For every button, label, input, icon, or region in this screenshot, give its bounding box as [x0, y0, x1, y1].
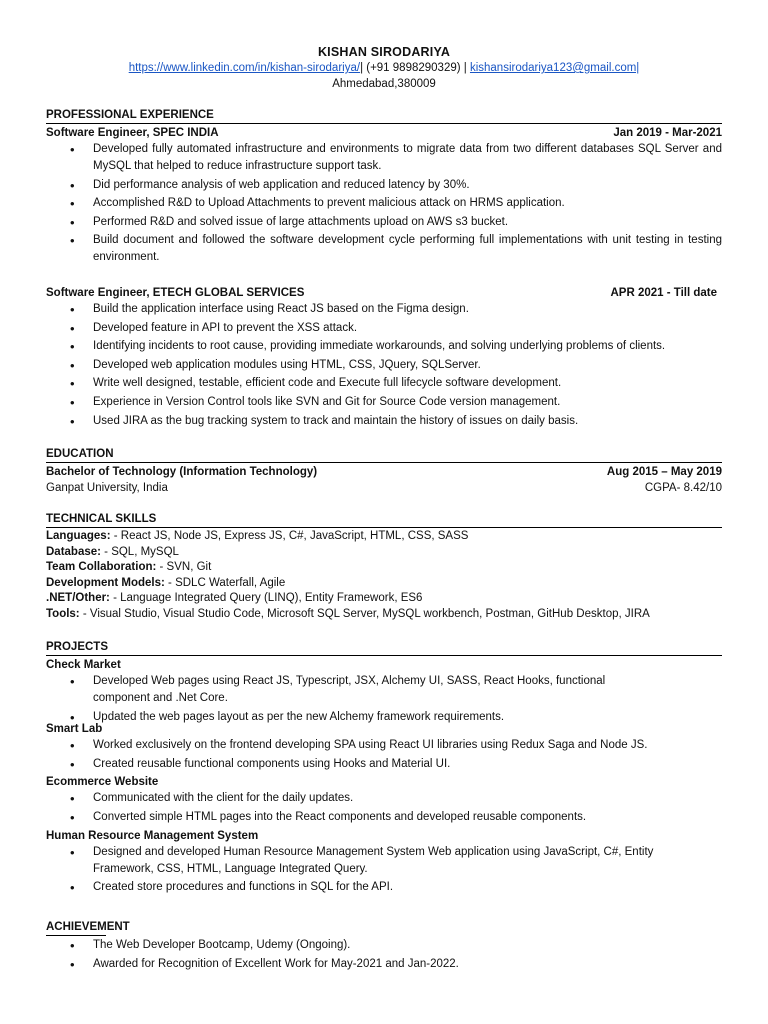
skill-row	[46, 560, 722, 576]
projects-section	[46, 640, 722, 898]
school: Ganpat University, India	[46, 482, 168, 494]
job-etech	[46, 285, 722, 431]
skill-value: - SVN, Git	[156, 561, 212, 573]
list-item: • Awarded for Recognition of Excellent Work for May-2021 and Jan-2022.	[46, 956, 722, 973]
skill-row	[46, 591, 722, 607]
list-item: • Accomplished R&D to Upload Attachments to prevent malicious attack on HRMS application.	[46, 195, 722, 212]
skill-label: Languages:	[46, 530, 111, 542]
project-name: Human Resource Management System	[46, 829, 259, 842]
skill-row	[46, 545, 722, 561]
project-bullets	[46, 844, 722, 897]
project-name: Check Market	[46, 659, 121, 671]
list-item: • Experience in Version Control tools like SVN and Git for Source Code version management.	[46, 394, 722, 411]
section-title: TECHNICAL SKILLS	[46, 512, 722, 528]
job-role: Software Engineer, SPEC INDIA	[46, 127, 219, 139]
list-item: • Created reusable functional components using Hooks and Material UI.	[46, 756, 722, 773]
skills-list	[46, 529, 722, 622]
skill-value: - SQL, MySQL	[100, 545, 179, 558]
skill-label: Tools:	[46, 607, 80, 620]
skill-value: - Language Integrated Query (LINQ), Entity Framework, ES6	[109, 592, 423, 604]
linkedin-link[interactable]: https://www.linkedin.com/in/kishan-sirodariya/	[128, 62, 361, 74]
achievement-section	[46, 920, 722, 974]
list-item: • Created store procedures and functions in SQL for the API.	[46, 879, 722, 896]
skills-section	[46, 512, 722, 622]
list-item: • The Web Developer Bootcamp, Udemy (Ongoing).	[46, 937, 722, 954]
project-bullets	[46, 737, 722, 773]
section-title: ACHIEVEMENT	[46, 920, 106, 936]
job-header	[46, 285, 722, 301]
job-header	[46, 125, 722, 141]
list-item: • Designed and developed Human Resource Management System Web application using JavaScript, C#, Entity Framework, CSS, HTML, Language Integrated Query.	[46, 844, 722, 878]
skill-label: Development Models:	[46, 576, 165, 589]
job-bullets	[46, 141, 722, 266]
job-role: Software Engineer, ETECH GLOBAL SERVICES	[46, 287, 305, 299]
project-bullets	[46, 673, 722, 726]
list-item: • Updated the web pages layout as per the new Alchemy framework requirements.	[46, 709, 722, 726]
skill-value: - SDLC Waterfall, Agile	[164, 576, 286, 589]
section-title: PROJECTS	[46, 640, 722, 656]
candidate-name: KISHAN SIRODARIYA	[317, 45, 451, 59]
skill-label: Team Collaboration:	[46, 561, 157, 573]
skill-label: .NET/Other:	[46, 592, 110, 604]
skill-label: Database:	[46, 545, 101, 558]
project-bullets	[46, 790, 722, 826]
section-title: EDUCATION	[46, 447, 722, 463]
list-item: • Write well designed, testable, efficient code and Execute full lifecycle software development.	[46, 375, 722, 392]
project-name: Smart Lab	[46, 723, 103, 736]
list-item: • Used JIRA as the bug tracking system to track and maintain the history of issues on daily basis.	[46, 413, 722, 430]
contact-line	[46, 62, 722, 74]
list-item: • Worked exclusively on the frontend developing SPA using React UI libraries using Redux Saga and Node JS.	[46, 737, 722, 754]
list-item: • Developed feature in API to prevent the XSS attack.	[46, 320, 722, 337]
job-dates: APR 2021 - Till date	[610, 287, 717, 299]
skill-row	[46, 607, 722, 623]
education-dates: Aug 2015 – May 2019	[606, 466, 722, 478]
list-item: • Build document and followed the software development cycle performing full implementations with unit testing in testing environment.	[46, 232, 722, 266]
degree: Bachelor of Technology (Information Technology)	[46, 466, 318, 478]
list-item: • Developed web application modules using HTML, CSS, JQuery, SQLServer.	[46, 357, 722, 374]
experience-section	[46, 108, 722, 268]
education-details	[46, 480, 722, 496]
skill-value: - React JS, Node JS, Express JS, C#, JavaScript, HTML, CSS, SASS	[110, 530, 469, 542]
email-link[interactable]: kishansirodariya123@gmail.com|	[469, 62, 640, 74]
skill-row	[46, 576, 722, 592]
section-title: PROFESSIONAL EXPERIENCE	[46, 108, 722, 124]
job-dates: Jan 2019 - Mar-2021	[613, 127, 722, 139]
education-header	[46, 464, 722, 480]
list-item: • Performed R&D and solved issue of large attachments upload on AWS s3 bucket.	[46, 214, 722, 231]
education-section	[46, 447, 722, 496]
skill-value: - Visual Studio, Visual Studio Code, Microsoft SQL Server, MySQL workbench, Postman, GitHub Desktop, JIRA	[79, 607, 650, 620]
list-item: • Identifying incidents to root cause, providing immediate workarounds, and solving underlying problems of clients.	[46, 338, 722, 355]
list-item: • Converted simple HTML pages into the React components and developed reusable components.	[46, 809, 722, 826]
city-text: Ahmedabad,380009	[332, 78, 436, 90]
job-bullets	[46, 301, 722, 430]
achievement-bullets	[46, 937, 722, 973]
list-item: • Developed Web pages using React JS, Typescript, JSX, Alchemy UI, SASS, React Hooks, functional component and .Net Core.	[46, 673, 722, 707]
list-item: • Did performance analysis of web application and reduced latency by 30%.	[46, 177, 722, 194]
list-item: • Build the application interface using React JS based on the Figma design.	[46, 301, 722, 318]
list-item: • Communicated with the client for the daily updates.	[46, 790, 722, 807]
list-item: • Developed fully automated infrastructure and environments to migrate data from two different databases SQL Server and MySQL that helped to reduce infrastructure support task.	[46, 141, 722, 175]
skill-row	[46, 529, 722, 545]
cgpa: CGPA- 8.42/10	[644, 482, 722, 494]
project-name: Ecommerce Website	[46, 776, 159, 789]
phone-text: | (+91 9898290329) |	[360, 62, 470, 74]
